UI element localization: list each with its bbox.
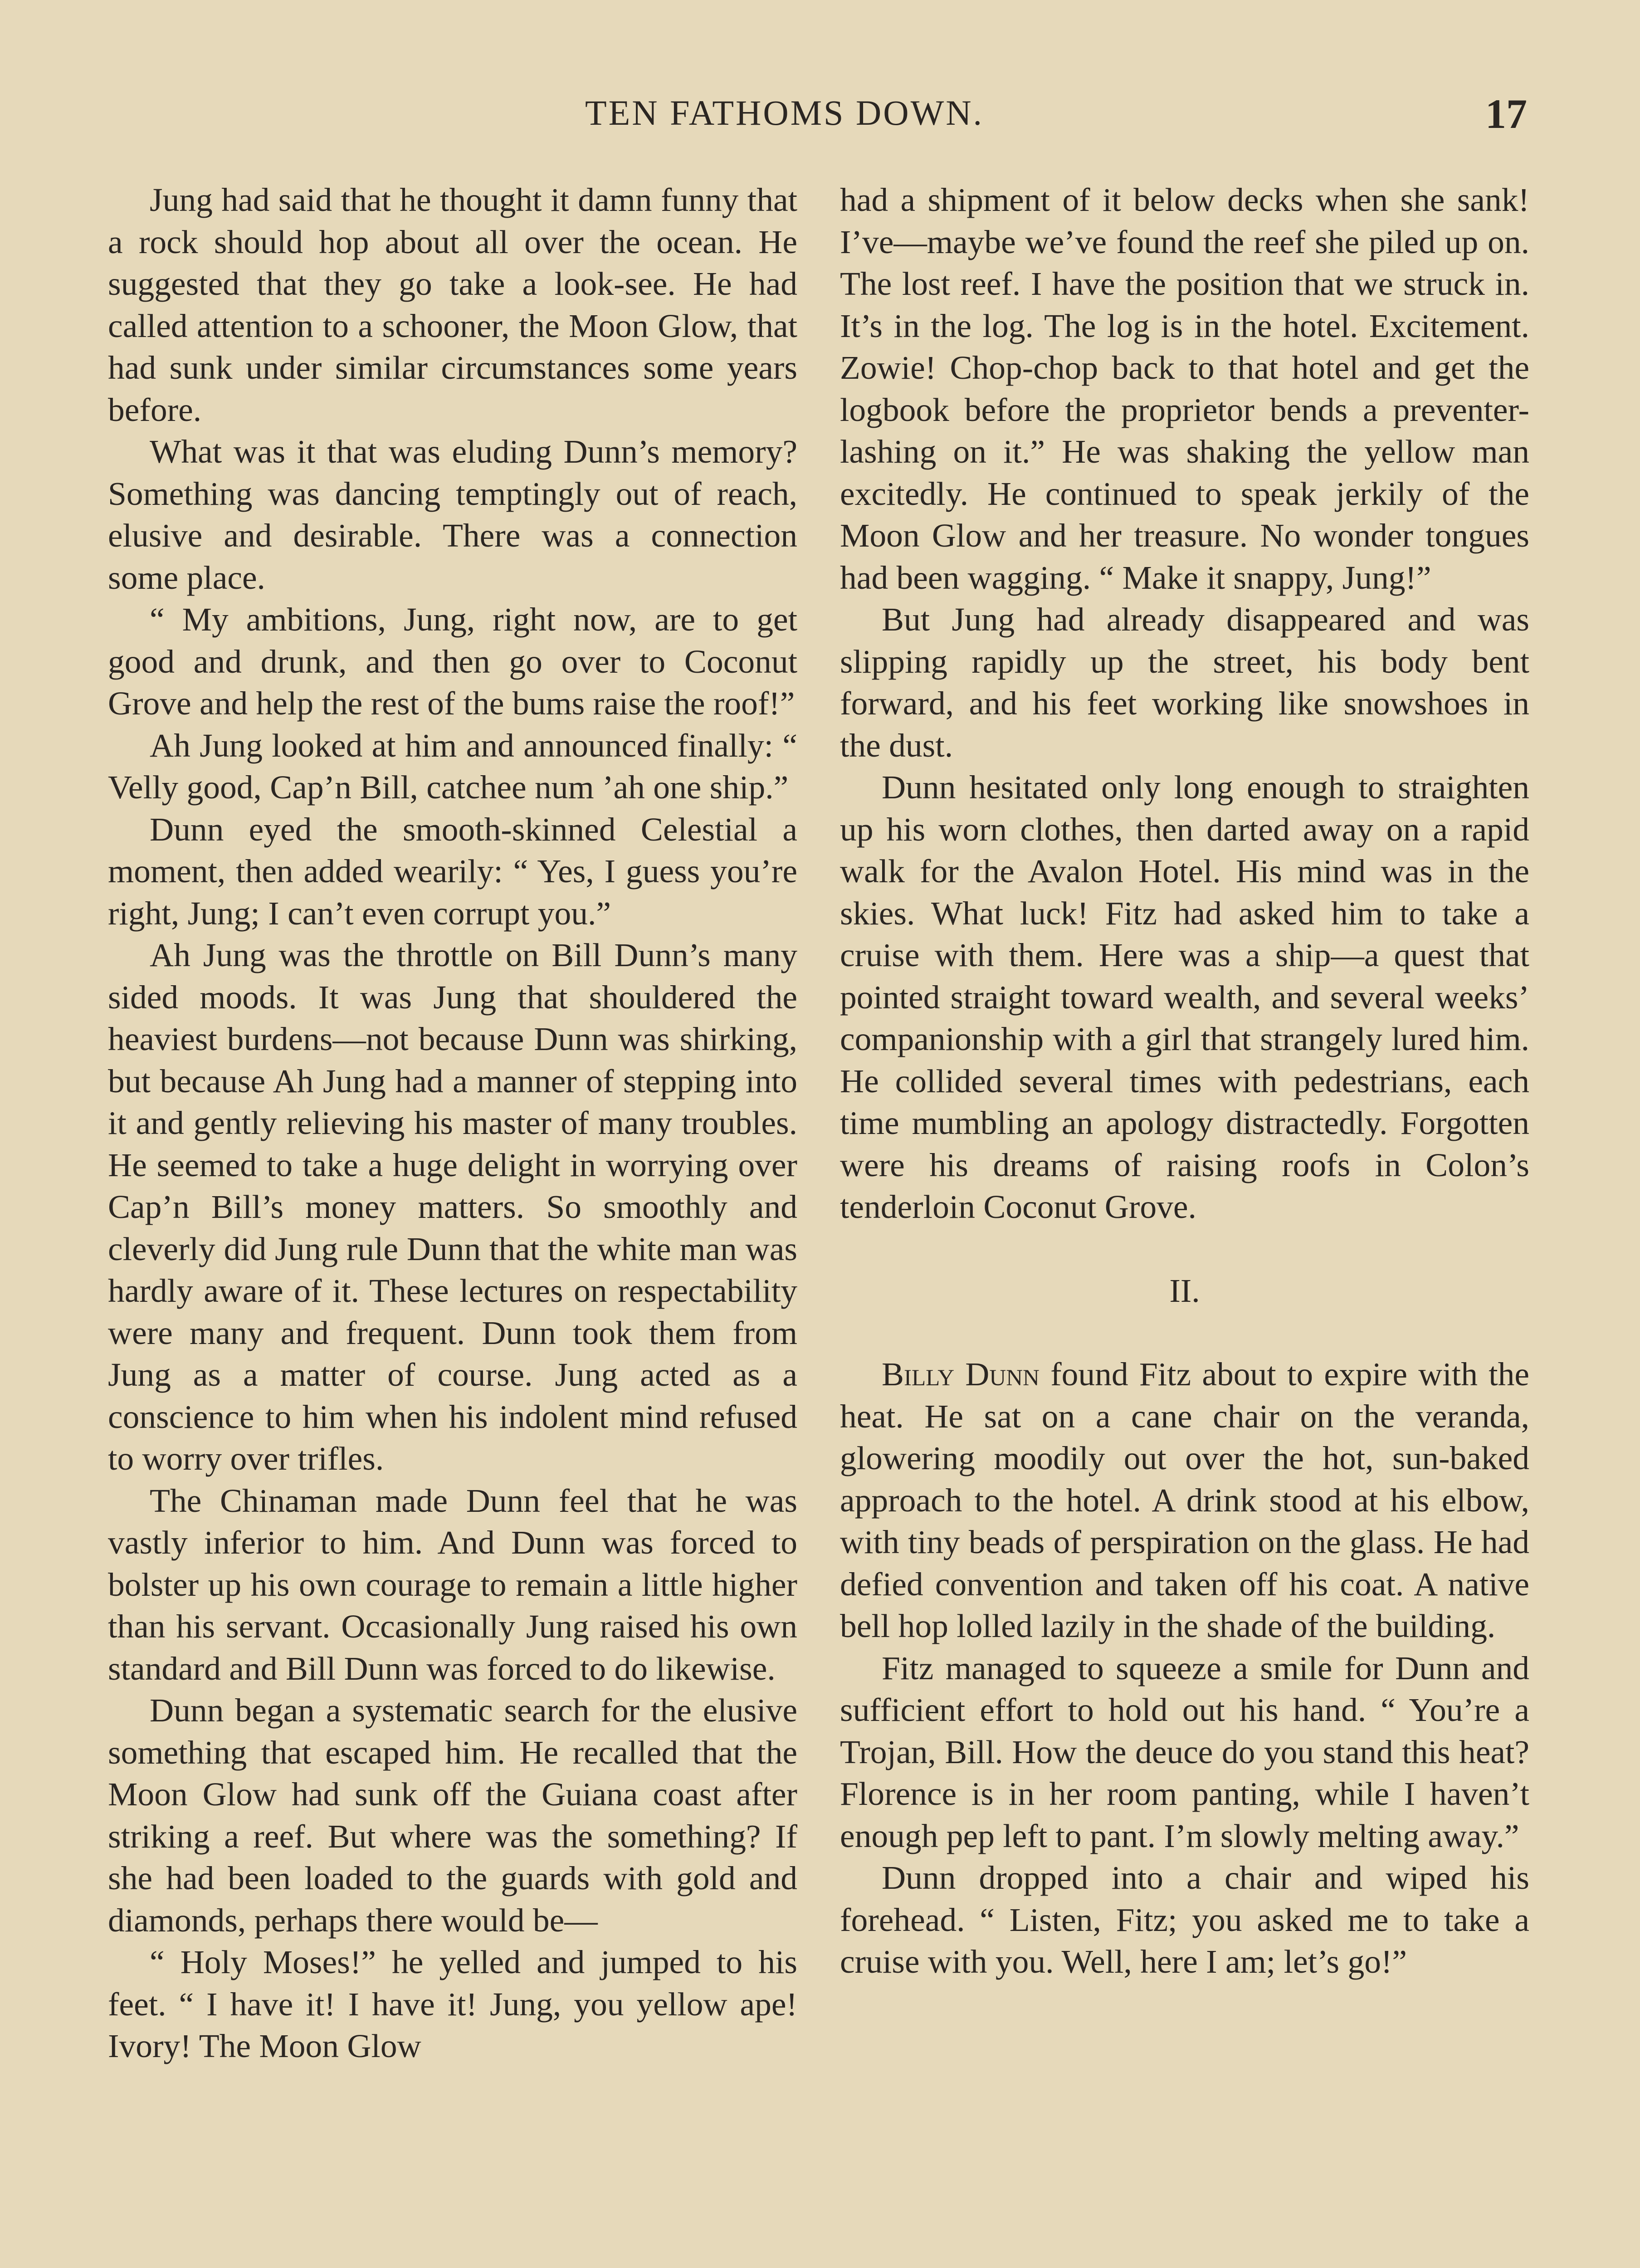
paragraph: Jung had said that he thought it damn funny that a rock should hop about all over the ocean. He suggested that they go take a look-see. He had called attention to a schooner, the Moon Glow, that had sunk under similar circumstances some years before. bbox=[108, 181, 797, 428]
paragraph: Fitz managed to squeeze a smile for Dunn and sufficient effort to hold out his hand. “ You’re a Trojan, Bill. How the deuce do you stand this heat? Florence is in her room panting, while I haven’t enough pep left to pant. I’m slowly melting away.” bbox=[840, 1649, 1529, 1854]
left-column bbox=[108, 179, 797, 2068]
paragraph: Ah Jung was the throttle on Bill Dunn’s many sided moods. It was Jung that shouldered the heaviest burdens—not because Dunn was shirking, but because Ah Jung had a manner of stepping into it and gently relieving his master of many troubles. He seemed to take a huge delight in worrying over Cap’n Bill’s money matters. So smoothly and cleverly did Jung rule Dunn that the white man was hardly aware of it. These lectures on respectability were many and frequent. Dunn took them from Jung as a matter of course. Jung acted as a conscience to him when his indolent mind refused to worry over trifles. bbox=[108, 937, 797, 1477]
paragraph: Dunn dropped into a chair and wiped his forehead. “ Listen, Fitz; you asked me to take a cruise with you. Well, here I am; let’s go!” bbox=[840, 1859, 1529, 1980]
paragraph: The Chinaman made Dunn feel that he was vastly inferior to him. And Dunn was forced to bolster up his own courage to remain a little higher than his servant. Occasionally Jung raised his own standard and Bill Dunn was forced to do likewise. bbox=[108, 1482, 797, 1687]
paragraph-text: found Fitz about to expire with the heat. He sat on a cane chair on the veranda, glowering moodily out over the hot, sun-baked approach to the hotel. A drink stood at his elbow, with tiny beads of perspiration on the glass. He had defied convention and taken off his coat. A native bell hop lolled lazily in the shade of the building. bbox=[840, 1356, 1529, 1644]
paragraph: But Jung had already disappeared and was slipping rapidly up the street, his body bent forward, and his feet working like snowshoes in the dust. bbox=[840, 601, 1529, 764]
paragraph: “ Holy Moses!” he yelled and jumped to his feet. “ I have it! I have it! Jung, you yellow ape! Ivory! The Moon Glow bbox=[108, 1944, 797, 2064]
paragraph: Dunn began a systematic search for the elusive something that escaped him. He recalled that the Moon Glow had sunk off the Guiana coast after striking a reef. But where was the something? If she had been loaded to the guards with gold and diamonds, perhaps there would be— bbox=[108, 1692, 797, 1939]
paragraph: Dunn hesitated only long enough to straighten up his worn clothes, then darted away on a rapid walk for the Avalon Hotel. His mind was in the skies. What luck! Fitz had asked him to take a cruise with them. Here was a ship—a quest that pointed straight toward wealth, and several weeks’ companionship with a girl that strangely lured him. He collided several times with pedestrians, each time mumbling an apology distractedly. Forgotten were his dreams of raising roofs in Colon’s tenderloin Coconut Grove. bbox=[840, 769, 1529, 1225]
right-column bbox=[840, 179, 1529, 1983]
section-heading: II. bbox=[1169, 1272, 1200, 1309]
paragraph: What was it that was eluding Dunn’s memory? Something was dancing temptingly out of reach, elusive and desirable. There was a connection some place. bbox=[108, 433, 797, 596]
lead-in-smallcaps: Billy Dunn bbox=[882, 1356, 1040, 1393]
page-number: 17 bbox=[1485, 91, 1527, 137]
paragraph bbox=[840, 1354, 1529, 1647]
running-header-title: TEN FATHOMS DOWN. bbox=[585, 93, 984, 132]
paragraph: Ah Jung looked at him and announced finally: “ Velly good, Cap’n Bill, catchee num ’ah one ship.” bbox=[108, 727, 797, 806]
paragraph: “ My ambitions, Jung, right now, are to get good and drunk, and then go over to Coconut Grove and help the rest of the bums raise the roof!” bbox=[108, 601, 797, 722]
paragraph: Dunn eyed the smooth-skinned Celestial a moment, then added wearily: “ Yes, I guess you’re right, Jung; I can’t even corrupt you.” bbox=[108, 811, 797, 932]
paragraph: had a shipment of it below decks when she sank! I’ve—maybe we’ve found the reef she piled up on. The lost reef. I have the position that we struck in. It’s in the log. The log is in the hotel. Excitement. Zowie! Chop-chop back to that hotel and get the logbook before the proprietor bends a preventer-lashing on it.” He was shaking the yellow man excitedly. He continued to speak jerkily of the Moon Glow and her treasure. No wonder tongues had been wagging. “ Make it snappy, Jung!” bbox=[840, 181, 1529, 596]
